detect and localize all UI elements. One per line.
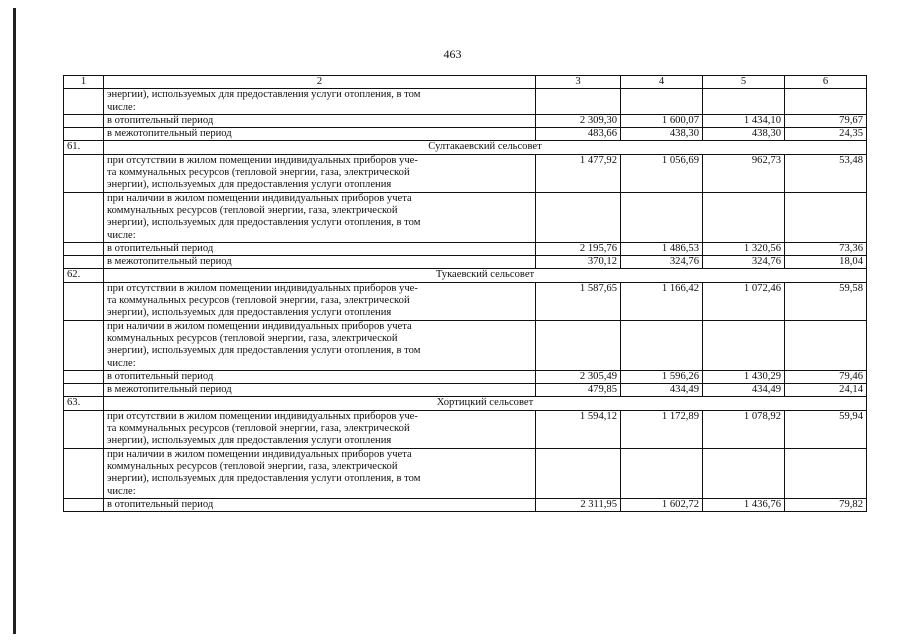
row-description: [104, 410, 536, 448]
row-description: [104, 384, 536, 397]
value-cell-col5: [703, 448, 785, 498]
column-header: 6: [785, 76, 867, 89]
row-description: [104, 154, 536, 192]
value-cell-col4: [621, 192, 703, 242]
description-line: та коммунальных ресурсов (тепловой энергии, газа, электрической: [107, 295, 410, 307]
row-description: [104, 192, 536, 242]
column-header: 4: [621, 76, 703, 89]
value-cell-col4: [621, 89, 703, 115]
description-line: в отопительный период: [107, 242, 214, 254]
value-cell-col5: 962,73: [703, 154, 785, 192]
description-line: при наличии в жилом помещении индивидуальных приборов учета: [107, 320, 412, 332]
value-cell-col6: [785, 320, 867, 370]
period-row: [64, 114, 867, 127]
value-cell-col3: [536, 320, 621, 370]
row-description: [104, 256, 536, 269]
row-number: [64, 410, 104, 448]
period-row: [64, 242, 867, 255]
value-cell-col4: 1 166,42: [621, 282, 703, 320]
value-cell-col3: 370,12: [536, 256, 621, 269]
description-line: в отопительный период: [107, 114, 214, 126]
description-line: в межотопительный период: [107, 384, 232, 396]
value-cell-col4: 1 600,07: [621, 114, 703, 127]
value-cell-col4: 1 602,72: [621, 498, 703, 511]
value-cell-col4: [621, 448, 703, 498]
description-line: в отопительный период: [107, 498, 214, 510]
section-title: Султакаевский сельсовет: [104, 141, 867, 154]
row-number: [64, 384, 104, 397]
value-cell-col6: [785, 448, 867, 498]
value-cell-col6: 79,82: [785, 498, 867, 511]
value-cell-col5: [703, 89, 785, 115]
page-number: 463: [443, 47, 462, 61]
value-cell-col4: 438,30: [621, 128, 703, 141]
row-description: [104, 128, 536, 141]
section-row: [64, 269, 867, 282]
period-row: [64, 370, 867, 383]
value-cell-col3: 1 587,65: [536, 282, 621, 320]
section-row: [64, 397, 867, 410]
description-line: та коммунальных ресурсов (тепловой энергии, газа, электрической: [107, 167, 410, 179]
row-number: [64, 498, 104, 511]
value-cell-col3: 1 594,12: [536, 410, 621, 448]
value-cell-col5: 1 436,76: [703, 498, 785, 511]
row-description: [104, 498, 536, 511]
value-cell-col5: 1 434,10: [703, 114, 785, 127]
description-line: в отопительный период: [107, 370, 214, 382]
description-row: [64, 192, 867, 242]
column-header: 3: [536, 76, 621, 89]
row-number: 61.: [64, 141, 104, 154]
description-line: энергии), используемых для предоставления услуги отопления, в том: [107, 473, 421, 485]
description-line: при отсутствии в жилом помещении индивидуальных приборов уче-: [107, 410, 418, 422]
description-line: при отсутствии в жилом помещении индивидуальных приборов уче-: [107, 282, 418, 294]
description-row: [64, 448, 867, 498]
value-cell-col3: [536, 192, 621, 242]
section-title: Хортицкий сельсовет: [104, 397, 867, 410]
row-description: [104, 89, 536, 115]
value-cell-col6: 18,04: [785, 256, 867, 269]
column-header: 2: [104, 76, 536, 89]
description-line: при наличии в жилом помещении индивидуальных приборов учета: [107, 192, 412, 204]
description-line: числе:: [107, 485, 136, 497]
row-description: [104, 282, 536, 320]
description-line: та коммунальных ресурсов (тепловой энергии, газа, электрической: [107, 423, 410, 435]
description-line: в межотопительный период: [107, 128, 232, 140]
description-line: коммунальных ресурсов (тепловой энергии, газа, электрической: [107, 204, 398, 216]
description-line: числе:: [107, 357, 136, 369]
value-cell-col5: 1 430,29: [703, 370, 785, 383]
row-description: [104, 114, 536, 127]
description-line: числе:: [107, 229, 136, 241]
value-cell-col5: 1 078,92: [703, 410, 785, 448]
description-row: [64, 410, 867, 448]
value-cell-col5: [703, 320, 785, 370]
row-number: [64, 448, 104, 498]
value-cell-col6: 59,94: [785, 410, 867, 448]
value-cell-col4: 1 172,89: [621, 410, 703, 448]
value-cell-col3: 479,85: [536, 384, 621, 397]
description-row: [64, 282, 867, 320]
row-number: [64, 192, 104, 242]
value-cell-col4: 434,49: [621, 384, 703, 397]
period-row: [64, 128, 867, 141]
description-row: [64, 154, 867, 192]
row-description: [104, 242, 536, 255]
description-line: при наличии в жилом помещении индивидуальных приборов учета: [107, 448, 412, 460]
description-line: коммунальных ресурсов (тепловой энергии, газа, электрической: [107, 460, 398, 472]
value-cell-col6: 79,67: [785, 114, 867, 127]
value-cell-col3: 1 477,92: [536, 154, 621, 192]
value-cell-col6: 73,36: [785, 242, 867, 255]
column-header: 1: [64, 76, 104, 89]
value-cell-col6: 79,46: [785, 370, 867, 383]
row-number: 63.: [64, 397, 104, 410]
description-line: энергии), используемых для предоставления услуги отопления: [107, 179, 392, 191]
value-cell-col6: 59,58: [785, 282, 867, 320]
binding-margin-line: [13, 8, 16, 634]
value-cell-col5: 1 320,56: [703, 242, 785, 255]
period-row: [64, 498, 867, 511]
row-description: [104, 370, 536, 383]
section-title: Тукаевский сельсовет: [104, 269, 867, 282]
row-description: [104, 448, 536, 498]
row-number: [64, 154, 104, 192]
value-cell-col6: 24,14: [785, 384, 867, 397]
value-cell-col5: 1 072,46: [703, 282, 785, 320]
description-line: энергии), используемых для предоставления услуги отопления: [107, 435, 392, 447]
row-number: [64, 370, 104, 383]
description-line: энергии), используемых для предоставления услуги отопления, в том: [107, 217, 421, 229]
value-cell-col3: [536, 448, 621, 498]
value-cell-col3: [536, 89, 621, 115]
row-number: [64, 114, 104, 127]
row-description: [104, 320, 536, 370]
row-number: [64, 282, 104, 320]
description-line: энергии), используемых для предоставления услуги отопления, в том: [107, 89, 421, 101]
description-line: коммунальных ресурсов (тепловой энергии, газа, электрической: [107, 332, 398, 344]
value-cell-col3: 2 195,76: [536, 242, 621, 255]
description-line: энергии), используемых для предоставления услуги отопления: [107, 307, 392, 319]
description-line: энергии), используемых для предоставления услуги отопления, в том: [107, 345, 421, 357]
section-row: [64, 141, 867, 154]
value-cell-col4: [621, 320, 703, 370]
value-cell-col5: 438,30: [703, 128, 785, 141]
value-cell-col6: [785, 89, 867, 115]
period-row: [64, 256, 867, 269]
value-cell-col3: 483,66: [536, 128, 621, 141]
value-cell-col5: [703, 192, 785, 242]
value-cell-col6: 53,48: [785, 154, 867, 192]
period-row: [64, 384, 867, 397]
value-cell-col6: [785, 192, 867, 242]
row-number: [64, 89, 104, 115]
value-cell-col3: 2 305,49: [536, 370, 621, 383]
table-body: [64, 76, 867, 512]
row-number: [64, 320, 104, 370]
value-cell-col6: 24,35: [785, 128, 867, 141]
value-cell-col4: 1 056,69: [621, 154, 703, 192]
description-row: [64, 320, 867, 370]
description-line: при отсутствии в жилом помещении индивидуальных приборов уче-: [107, 154, 418, 166]
value-cell-col4: 324,76: [621, 256, 703, 269]
value-cell-col4: 1 486,53: [621, 242, 703, 255]
row-number: 62.: [64, 269, 104, 282]
value-cell-col4: 1 596,26: [621, 370, 703, 383]
column-header: 5: [703, 76, 785, 89]
description-line: в межотопительный период: [107, 256, 232, 268]
description-line: числе:: [107, 101, 136, 113]
value-cell-col5: 324,76: [703, 256, 785, 269]
value-cell-col5: 434,49: [703, 384, 785, 397]
tariff-table: [63, 75, 867, 512]
row-number: [64, 242, 104, 255]
row-number: [64, 128, 104, 141]
value-cell-col3: 2 309,30: [536, 114, 621, 127]
value-cell-col3: 2 311,95: [536, 498, 621, 511]
table-header-row: [64, 76, 867, 89]
description-row: [64, 89, 867, 115]
row-number: [64, 256, 104, 269]
